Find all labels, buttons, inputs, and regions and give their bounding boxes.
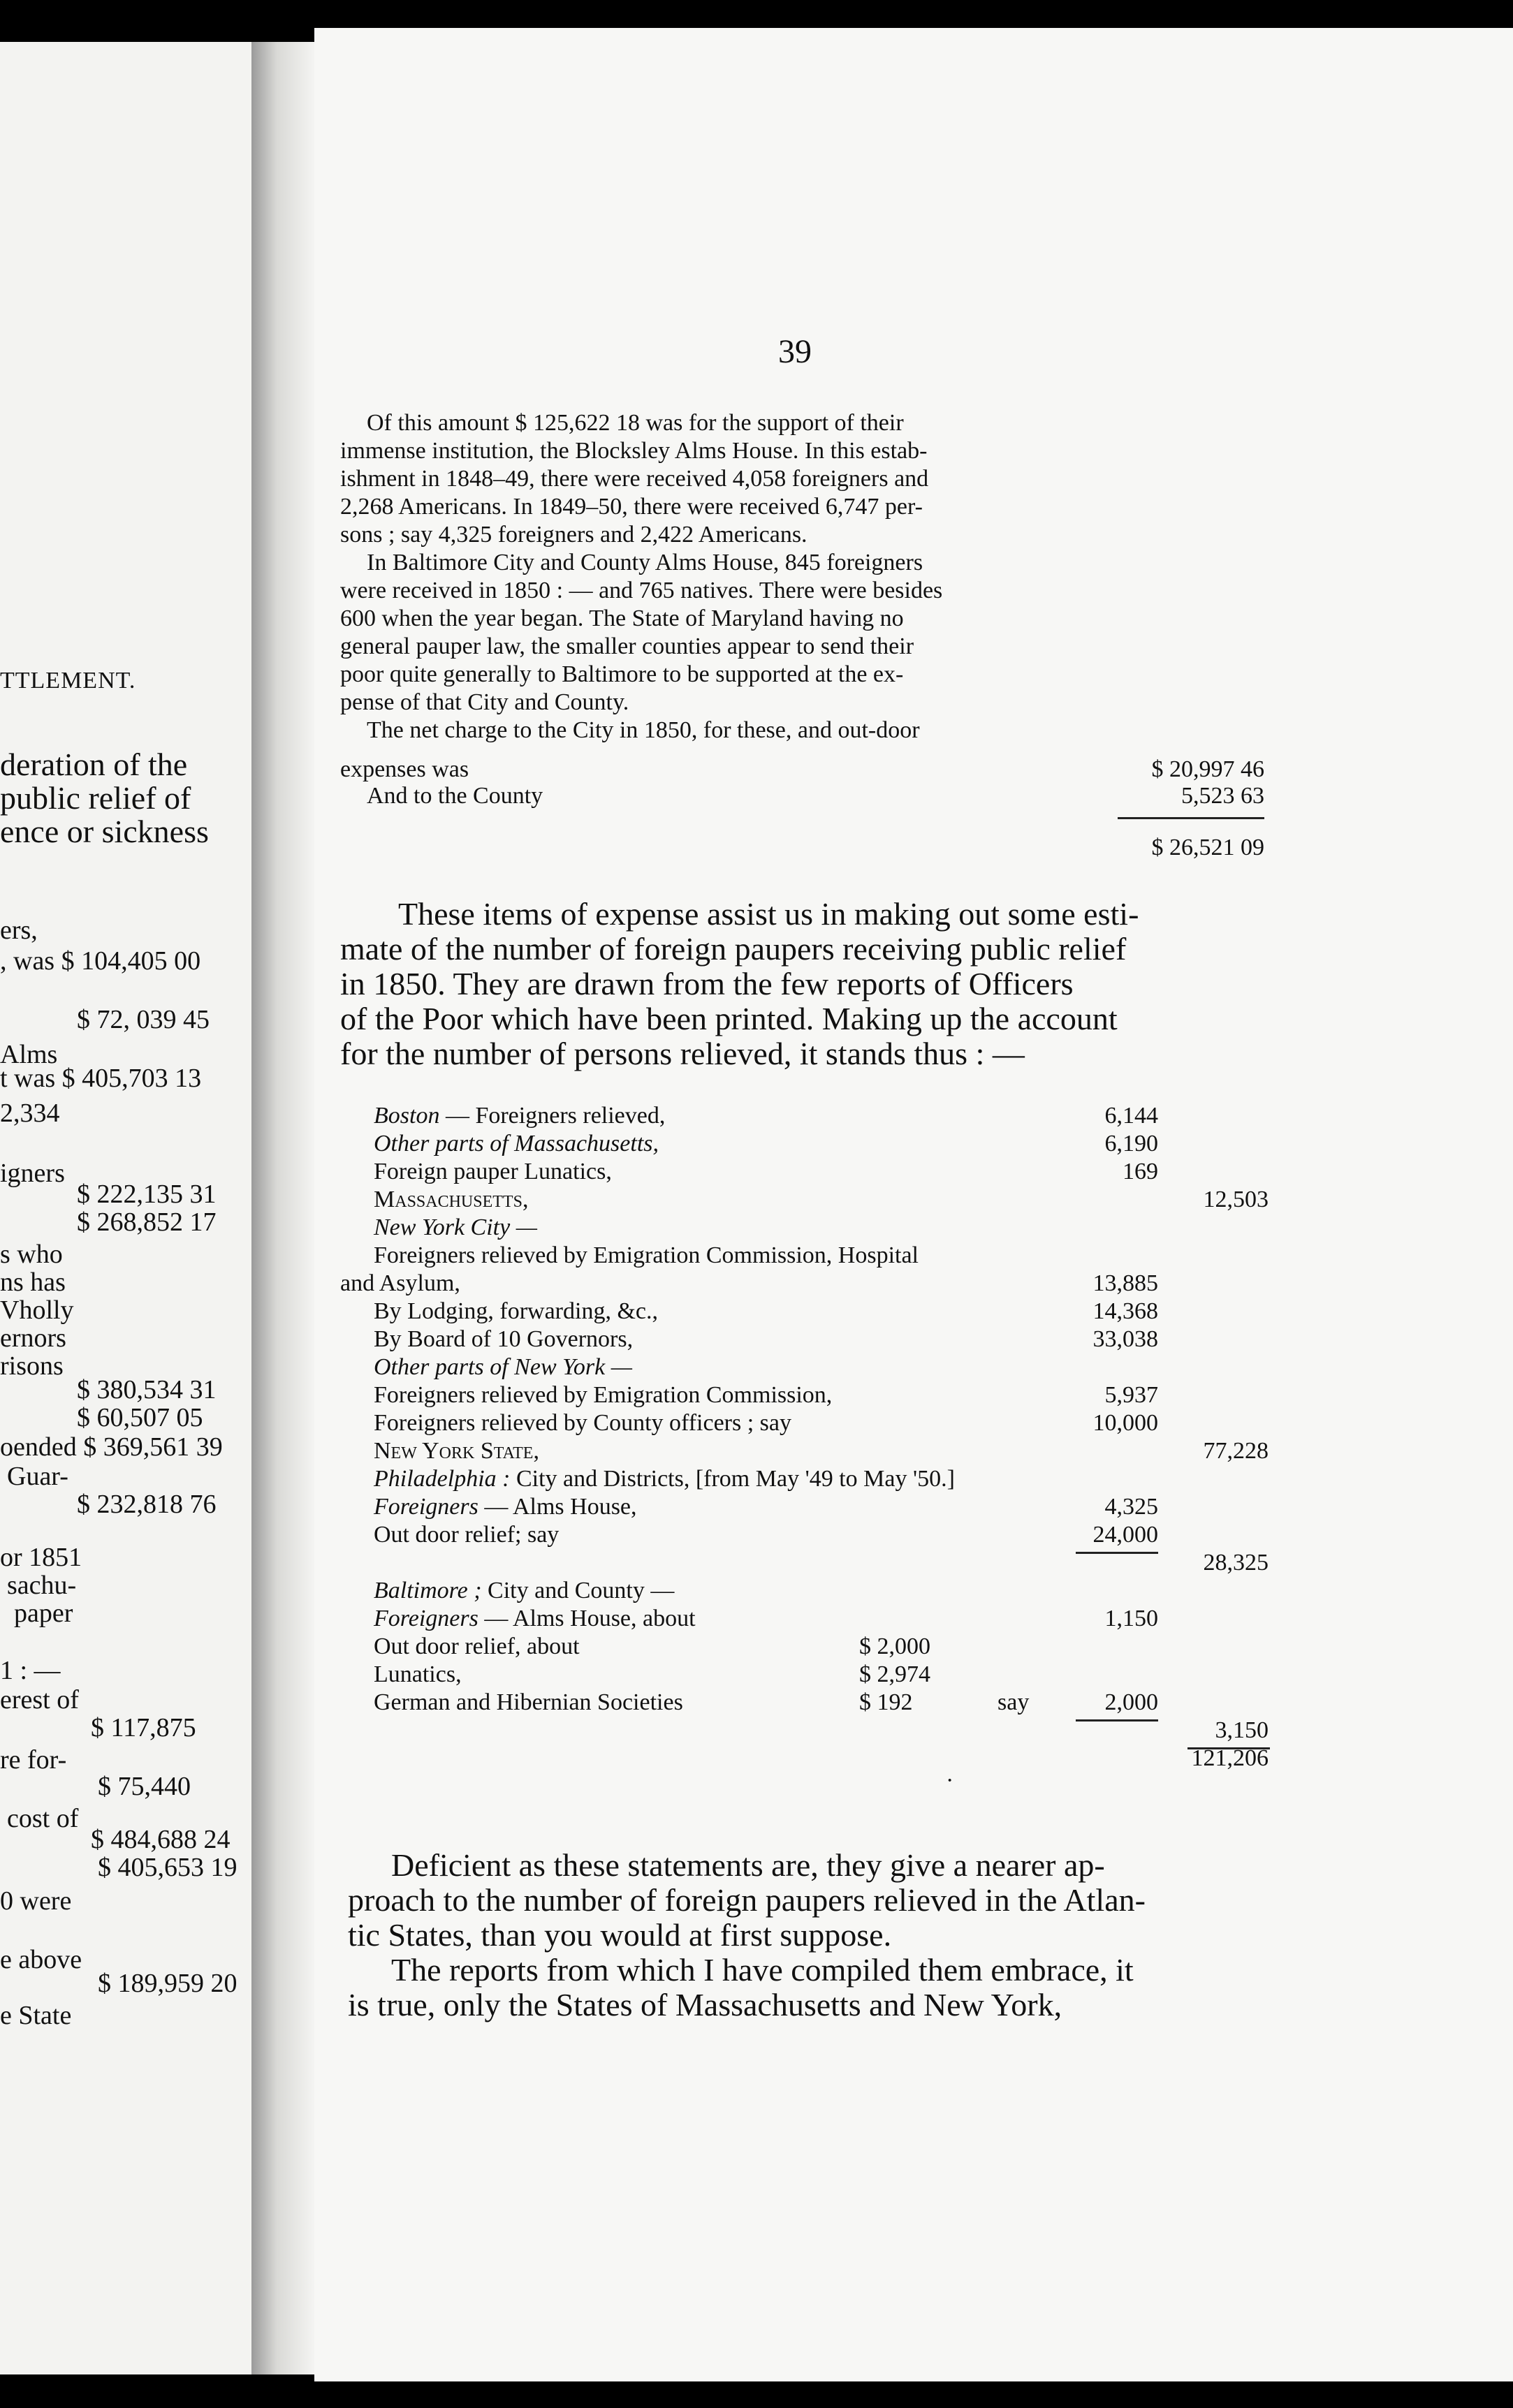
left-line: $ 189,959 20 — [98, 1969, 237, 1998]
left-line: e above — [0, 1945, 82, 1974]
table-row-label: By Board of 10 Governors, — [374, 1326, 634, 1352]
table-row-label: German and Hibernian Societies — [374, 1689, 683, 1715]
table-row-label: Foreigners relieved by Emigration Commission, — [374, 1382, 833, 1408]
left-line: $ 405,653 19 — [98, 1853, 237, 1882]
table-row-label: Massachusetts, — [374, 1187, 529, 1212]
small-para-line: 2,268 Americans. In 1849–50, there were received 6,747 per- — [340, 494, 923, 520]
small-para-line: Of this amount $ 125,622 18 was for the support of their — [367, 410, 904, 436]
table-row-value: 6,144 — [1104, 1103, 1158, 1129]
left-line: erest of — [0, 1685, 79, 1715]
table-row-value: 6,190 — [1104, 1131, 1158, 1157]
small-para-line: pense of that City and County. — [340, 689, 629, 715]
table-row-label: By Lodging, forwarding, &c., — [374, 1298, 658, 1324]
left-line: $ 380,534 31 — [77, 1375, 217, 1404]
table-row-total: 28,325 — [1203, 1550, 1269, 1576]
left-line: or 1851 — [0, 1543, 82, 1572]
big-para-2-line: Deficient as these statements are, they give a nearer ap- — [391, 1847, 1105, 1883]
left-line: $ 117,875 — [91, 1713, 196, 1742]
small-para-line: In Baltimore City and County Alms House, 845 foreigners — [367, 550, 923, 575]
left-line: $ 72, 039 45 — [77, 1005, 210, 1034]
table-row-label: New York State, — [374, 1438, 539, 1464]
table-row-label: Philadelphia : City and Districts, [from May '49 to May '50.] — [374, 1466, 955, 1492]
left-line: $ 484,688 24 — [91, 1825, 231, 1854]
small-para-line: sons ; say 4,325 foreigners and 2,422 Americans. — [340, 522, 807, 548]
left-running-header: TTLEMENT. — [0, 668, 136, 693]
table-row-label: New York City — — [374, 1214, 537, 1240]
charge-label-1: expenses was — [340, 756, 469, 782]
table-subtotal-rule — [1076, 1719, 1158, 1721]
table-row-dollar: $ 2,000 — [859, 1634, 930, 1659]
big-para-2-line: proach to the number of foreign paupers relieved in the Atlan- — [348, 1882, 1146, 1918]
table-row-value: 10,000 — [1092, 1410, 1158, 1436]
table-row-label: Foreigners — Alms House, — [374, 1494, 637, 1520]
table-row-dollar: $ 2,974 — [859, 1661, 930, 1687]
big-para-2-line: is true, only the States of Massachusetts and New York, — [348, 1987, 1062, 2022]
table-row-value: 5,937 — [1104, 1382, 1158, 1408]
table-row-label: Foreign pauper Lunatics, — [374, 1159, 612, 1184]
table-row-label: Other parts of New York — — [374, 1354, 632, 1380]
left-line: e State — [0, 2001, 72, 2030]
table-row-label: Foreigners relieved by County officers ; say — [374, 1410, 792, 1436]
big-para-1-line: for the number of persons relieved, it stands thus : — — [340, 1036, 1025, 1071]
charge-total: $ 26,521 09 — [1151, 835, 1264, 860]
stray-dot: · — [946, 1768, 954, 1793]
table-subtotal-rule — [1076, 1552, 1158, 1554]
big-para-1-line: mate of the number of foreign paupers receiving public relief — [340, 931, 1127, 967]
left-line: Alms — [0, 1040, 58, 1069]
left-line: $ 232,818 76 — [77, 1490, 217, 1519]
left-line: deration of the — [0, 747, 188, 782]
charge-value-2: 5,523 63 — [1181, 783, 1264, 809]
left-line: Guar- — [7, 1462, 68, 1491]
table-row-value: 169 — [1123, 1159, 1158, 1184]
big-para-2-line: The reports from which I have compiled them embrace, it — [391, 1952, 1134, 1988]
big-para-1-line: in 1850. They are drawn from the few reports of Officers — [340, 966, 1074, 1001]
table-row-total: 3,150 — [1215, 1717, 1269, 1743]
table-row-label: Lunatics, — [374, 1661, 462, 1687]
small-para-line: ishment in 1848–49, there were received 4,058 foreigners and — [340, 466, 929, 492]
left-line: oended $ 369,561 39 — [0, 1432, 223, 1462]
table-row-say: say — [997, 1689, 1030, 1715]
left-line: risons — [0, 1351, 64, 1381]
left-line: re for- — [0, 1745, 67, 1775]
left-line: paper — [14, 1599, 73, 1628]
table-row-value: 24,000 — [1092, 1522, 1158, 1548]
left-line: ers, — [0, 916, 38, 945]
charge-rule — [1118, 817, 1264, 819]
left-line: cost of — [7, 1804, 79, 1833]
small-para-line: 600 when the year began. The State of Maryland having no — [340, 605, 904, 631]
left-line: $ 75,440 — [98, 1772, 191, 1801]
small-para-line: were received in 1850 : — and 765 natives. There were besides — [340, 578, 943, 603]
big-para-2-line: tic States, than you would at first suppose. — [348, 1917, 892, 1953]
table-row-value: 33,038 — [1092, 1326, 1158, 1352]
big-para-1-line: These items of expense assist us in making out some esti- — [398, 896, 1139, 932]
small-para-line: immense institution, the Blocksley Alms House. In this estab- — [340, 438, 928, 464]
table-row-label: Foreigners relieved by Emigration Commission, Hospital — [374, 1242, 919, 1268]
table-row-label: Baltimore ; City and County — — [374, 1578, 675, 1603]
left-line: sachu- — [7, 1571, 77, 1600]
table-row-label: Foreigners — Alms House, about — [374, 1606, 696, 1631]
left-line: t was $ 405,703 13 — [0, 1064, 202, 1093]
table-row-label: and Asylum, — [340, 1270, 460, 1296]
table-row-value: 4,325 — [1104, 1494, 1158, 1520]
table-row-label: Other parts of Massachusetts, — [374, 1131, 659, 1157]
left-line: 1 : — — [0, 1656, 61, 1685]
table-row-total: 12,503 — [1203, 1187, 1269, 1212]
table-row-label: Out door relief, about — [374, 1634, 580, 1659]
left-line: $ 60,507 05 — [77, 1403, 203, 1432]
left-line: , was $ 104,405 00 — [0, 946, 201, 976]
charge-label-2: And to the County — [367, 783, 543, 809]
left-line: 2,334 — [0, 1099, 60, 1128]
left-line: $ 268,852 17 — [77, 1207, 217, 1237]
small-para-line: general pauper law, the smaller counties appear to send their — [340, 633, 914, 659]
table-row-dollar: $ 192 — [859, 1689, 913, 1715]
left-line: ernors — [0, 1323, 66, 1353]
table-row-total: 121,206 — [1191, 1745, 1269, 1771]
left-line: ns has — [0, 1268, 66, 1297]
table-row-value: 14,368 — [1092, 1298, 1158, 1324]
table-row-label: Boston — Foreigners relieved, — [374, 1103, 666, 1129]
table-row-value: 13,885 — [1092, 1270, 1158, 1296]
table-row-label: Out door relief; say — [374, 1522, 560, 1548]
left-line: Vholly — [0, 1295, 74, 1325]
book-gutter — [251, 42, 314, 2374]
page-number: 39 — [778, 333, 812, 370]
left-line: $ 222,135 31 — [77, 1180, 217, 1209]
left-line: s who — [0, 1240, 63, 1269]
small-para-line: The net charge to the City in 1850, for these, and out-door — [367, 717, 920, 743]
big-para-1-line: of the Poor which have been printed. Making up the account — [340, 1001, 1118, 1036]
table-row-total: 77,228 — [1203, 1438, 1269, 1464]
charge-value-1: $ 20,997 46 — [1151, 756, 1264, 782]
left-line: public relief of — [0, 780, 191, 816]
left-line: igners — [0, 1159, 65, 1188]
table-row-value: 2,000 — [1104, 1689, 1158, 1715]
left-line: 0 were — [0, 1886, 72, 1916]
left-line: ence or sickness — [0, 814, 209, 849]
small-para-line: poor quite generally to Baltimore to be supported at the ex- — [340, 661, 904, 687]
table-row-value: 1,150 — [1104, 1606, 1158, 1631]
